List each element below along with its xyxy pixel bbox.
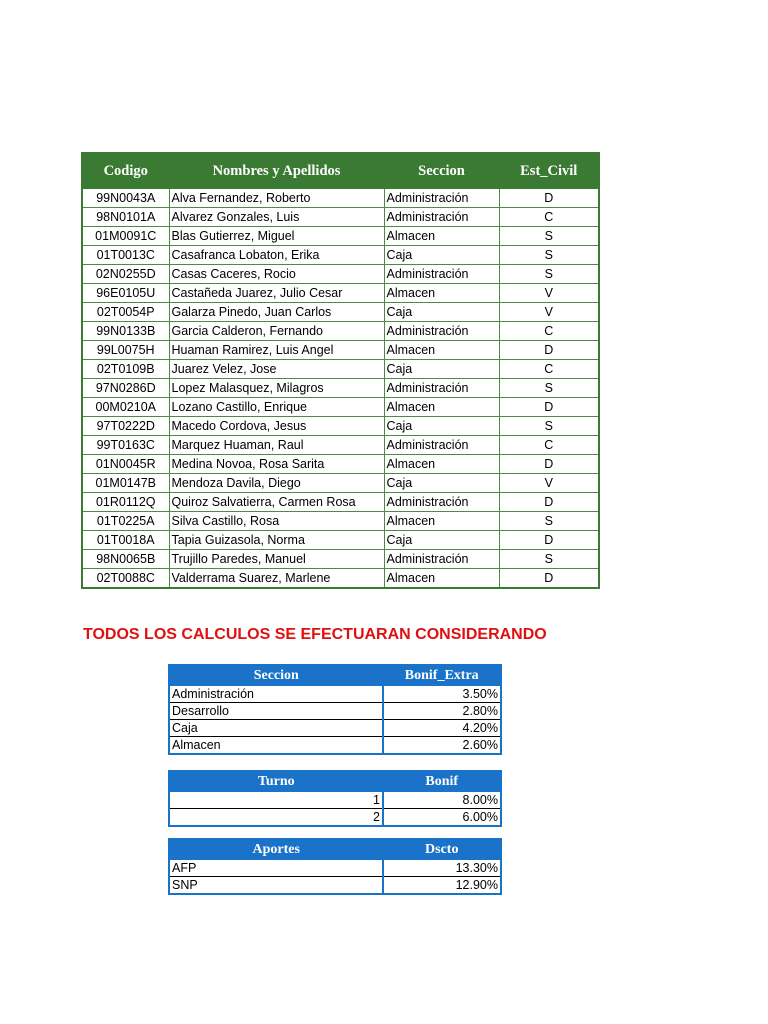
cell-nombre: Lopez Malasquez, Milagros xyxy=(169,379,384,398)
table-row xyxy=(82,436,599,455)
cell-seccion: Administración xyxy=(384,436,499,455)
cell-codigo: 99N0133B xyxy=(82,322,169,341)
cell-codigo: 02N0255D xyxy=(82,265,169,284)
table-row xyxy=(82,189,599,208)
cell-est-civil: D xyxy=(499,189,599,208)
cell-nombre: Medina Novoa, Rosa Sarita xyxy=(169,455,384,474)
cell-key: Almacen xyxy=(169,737,383,755)
header-bonif: Bonif xyxy=(383,771,501,792)
cell-key: 1 xyxy=(169,792,383,809)
cell-nombre: Tapia Guizasola, Norma xyxy=(169,531,384,550)
cell-seccion: Administración xyxy=(384,265,499,284)
cell-codigo: 01T0013C xyxy=(82,246,169,265)
cell-codigo: 96E0105U xyxy=(82,284,169,303)
cell-est-civil: C xyxy=(499,322,599,341)
cell-est-civil: C xyxy=(499,436,599,455)
cell-est-civil: C xyxy=(499,208,599,227)
header-dscto: Dscto xyxy=(383,839,501,860)
table-row xyxy=(82,512,599,531)
table-row xyxy=(169,809,501,827)
table-row xyxy=(82,227,599,246)
cell-est-civil: C xyxy=(499,360,599,379)
cell-est-civil: S xyxy=(499,512,599,531)
cell-value: 2.60% xyxy=(383,737,501,755)
cell-seccion: Almacen xyxy=(384,512,499,531)
table-row xyxy=(82,417,599,436)
cell-est-civil: S xyxy=(499,265,599,284)
cell-codigo: 98N0065B xyxy=(82,550,169,569)
cell-codigo: 01T0018A xyxy=(82,531,169,550)
table-row xyxy=(169,860,501,877)
cell-codigo: 02T0088C xyxy=(82,569,169,589)
cell-codigo: 99L0075H xyxy=(82,341,169,360)
cell-est-civil: V xyxy=(499,303,599,322)
employees-body xyxy=(82,189,599,589)
employees-table xyxy=(81,152,600,589)
cell-codigo: 99N0043A xyxy=(82,189,169,208)
cell-codigo: 97N0286D xyxy=(82,379,169,398)
header-bonif-extra: Bonif_Extra xyxy=(383,665,501,686)
cell-seccion: Caja xyxy=(384,360,499,379)
cell-codigo: 00M0210A xyxy=(82,398,169,417)
cell-nombre: Garcia Calderon, Fernando xyxy=(169,322,384,341)
cell-key: AFP xyxy=(169,860,383,877)
table-row xyxy=(169,703,501,720)
table-row xyxy=(169,737,501,755)
cell-value: 8.00% xyxy=(383,792,501,809)
cell-seccion: Administración xyxy=(384,322,499,341)
cell-seccion: Caja xyxy=(384,417,499,436)
cell-seccion: Administración xyxy=(384,208,499,227)
table-row xyxy=(82,322,599,341)
cell-est-civil: S xyxy=(499,417,599,436)
cell-codigo: 98N0101A xyxy=(82,208,169,227)
table-row xyxy=(82,208,599,227)
cell-nombre: Quiroz Salvatierra, Carmen Rosa xyxy=(169,493,384,512)
cell-value: 6.00% xyxy=(383,809,501,827)
cell-value: 4.20% xyxy=(383,720,501,737)
cell-est-civil: S xyxy=(499,550,599,569)
table-row xyxy=(82,398,599,417)
cell-est-civil: D xyxy=(499,493,599,512)
cell-value: 13.30% xyxy=(383,860,501,877)
cell-codigo: 01M0091C xyxy=(82,227,169,246)
cell-est-civil: V xyxy=(499,474,599,493)
cell-est-civil: D xyxy=(499,455,599,474)
aportes-table xyxy=(168,838,502,895)
bonif-extra-body xyxy=(169,686,501,755)
cell-seccion: Almacen xyxy=(384,569,499,589)
cell-nombre: Alvarez Gonzales, Luis xyxy=(169,208,384,227)
turno-table xyxy=(168,770,502,827)
cell-value: 3.50% xyxy=(383,686,501,703)
table-row xyxy=(82,379,599,398)
cell-nombre: Juarez Velez, Jose xyxy=(169,360,384,379)
table-row xyxy=(82,360,599,379)
table-row xyxy=(82,246,599,265)
header-seccion: Seccion xyxy=(384,153,499,189)
cell-nombre: Mendoza Davila, Diego xyxy=(169,474,384,493)
header-codigo: Codigo xyxy=(82,153,169,189)
cell-est-civil: D xyxy=(499,531,599,550)
cell-nombre: Alva Fernandez, Roberto xyxy=(169,189,384,208)
cell-value: 2.80% xyxy=(383,703,501,720)
cell-nombre: Blas Gutierrez, Miguel xyxy=(169,227,384,246)
cell-codigo: 01T0225A xyxy=(82,512,169,531)
table-row xyxy=(169,877,501,895)
header-aportes: Aportes xyxy=(169,839,383,860)
turno-header-row xyxy=(169,771,501,792)
aportes-header-row xyxy=(169,839,501,860)
table-row xyxy=(82,455,599,474)
cell-seccion: Almacen xyxy=(384,455,499,474)
table-row xyxy=(82,303,599,322)
aportes-body xyxy=(169,860,501,895)
cell-est-civil: D xyxy=(499,569,599,589)
table-row xyxy=(82,550,599,569)
table-row xyxy=(169,686,501,703)
cell-seccion: Almacen xyxy=(384,284,499,303)
cell-codigo: 02T0054P xyxy=(82,303,169,322)
cell-seccion: Caja xyxy=(384,531,499,550)
cell-nombre: Galarza Pinedo, Juan Carlos xyxy=(169,303,384,322)
header-seccion: Seccion xyxy=(169,665,383,686)
cell-seccion: Administración xyxy=(384,189,499,208)
cell-key: 2 xyxy=(169,809,383,827)
cell-key: Caja xyxy=(169,720,383,737)
employees-header-row xyxy=(82,153,599,189)
bonif-extra-header-row xyxy=(169,665,501,686)
cell-est-civil: S xyxy=(499,379,599,398)
cell-nombre: Silva Castillo, Rosa xyxy=(169,512,384,531)
calculation-note: TODOS LOS CALCULOS SE EFECTUARAN CONSIDERANDO xyxy=(83,626,547,643)
cell-codigo: 01R0112Q xyxy=(82,493,169,512)
cell-seccion: Administración xyxy=(384,379,499,398)
cell-nombre: Trujillo Paredes, Manuel xyxy=(169,550,384,569)
cell-seccion: Administración xyxy=(384,550,499,569)
cell-seccion: Administración xyxy=(384,493,499,512)
table-row xyxy=(82,493,599,512)
cell-codigo: 01N0045R xyxy=(82,455,169,474)
header-nombres: Nombres y Apellidos xyxy=(169,153,384,189)
cell-nombre: Huaman Ramirez, Luis Angel xyxy=(169,341,384,360)
cell-est-civil: V xyxy=(499,284,599,303)
turno-body xyxy=(169,792,501,827)
cell-seccion: Almacen xyxy=(384,227,499,246)
cell-est-civil: S xyxy=(499,227,599,246)
table-row xyxy=(169,792,501,809)
table-row xyxy=(82,341,599,360)
cell-value: 12.90% xyxy=(383,877,501,895)
cell-nombre: Macedo Cordova, Jesus xyxy=(169,417,384,436)
cell-codigo: 02T0109B xyxy=(82,360,169,379)
table-row xyxy=(82,474,599,493)
table-row xyxy=(82,531,599,550)
cell-seccion: Caja xyxy=(384,474,499,493)
cell-codigo: 01M0147B xyxy=(82,474,169,493)
cell-seccion: Almacen xyxy=(384,398,499,417)
cell-nombre: Castañeda Juarez, Julio Cesar xyxy=(169,284,384,303)
cell-nombre: Casafranca Lobaton, Erika xyxy=(169,246,384,265)
header-turno: Turno xyxy=(169,771,383,792)
cell-nombre: Lozano Castillo, Enrique xyxy=(169,398,384,417)
cell-seccion: Almacen xyxy=(384,341,499,360)
table-row xyxy=(82,569,599,589)
cell-est-civil: S xyxy=(499,246,599,265)
cell-key: Desarrollo xyxy=(169,703,383,720)
cell-key: SNP xyxy=(169,877,383,895)
table-row xyxy=(169,720,501,737)
cell-nombre: Marquez Huaman, Raul xyxy=(169,436,384,455)
cell-seccion: Caja xyxy=(384,246,499,265)
table-row xyxy=(82,284,599,303)
bonif-extra-table xyxy=(168,664,502,755)
cell-seccion: Caja xyxy=(384,303,499,322)
cell-est-civil: D xyxy=(499,341,599,360)
header-est-civil: Est_Civil xyxy=(499,153,599,189)
cell-est-civil: D xyxy=(499,398,599,417)
cell-codigo: 97T0222D xyxy=(82,417,169,436)
cell-nombre: Valderrama Suarez, Marlene xyxy=(169,569,384,589)
cell-nombre: Casas Caceres, Rocio xyxy=(169,265,384,284)
cell-key: Administración xyxy=(169,686,383,703)
cell-codigo: 99T0163C xyxy=(82,436,169,455)
table-row xyxy=(82,265,599,284)
